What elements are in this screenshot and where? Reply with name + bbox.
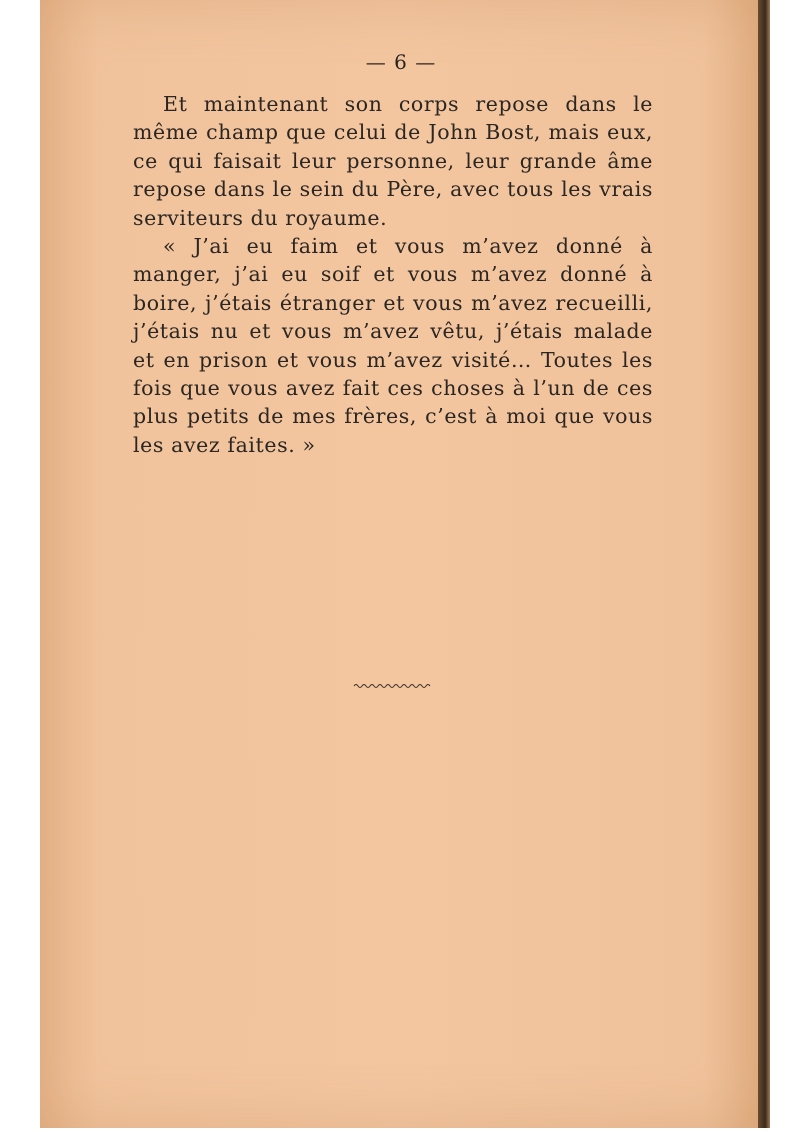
page-number: — 6 —: [365, 50, 437, 74]
paragraph-1: Et maintenant son corps repose dans le même champ que celui de John Bost, mais eux, ce qui faisait leur personne, leur grande âme repose dans le sein du Père, avec tous les vrais serviteurs du royaume.: [133, 92, 653, 230]
book-page: [40, 0, 762, 1128]
book-binding-edge: [758, 0, 770, 1128]
paragraph-2-quote: « J’ai eu faim et vous m’avez donné à manger, j’ai eu soif et vous m’avez donné à boire, j’étais étranger et vous m’avez recueilli, j’étais nu et vous m’avez vêtu, j’étais malade et en prison et vous m’avez visité… Toutes les fois que vous avez fait ces choses à l’un de ces plus petits de mes frères, c’est à moi que vous les avez faites. »: [133, 234, 653, 457]
wavy-divider-ornament: [352, 682, 432, 690]
body-text: [133, 90, 653, 459]
